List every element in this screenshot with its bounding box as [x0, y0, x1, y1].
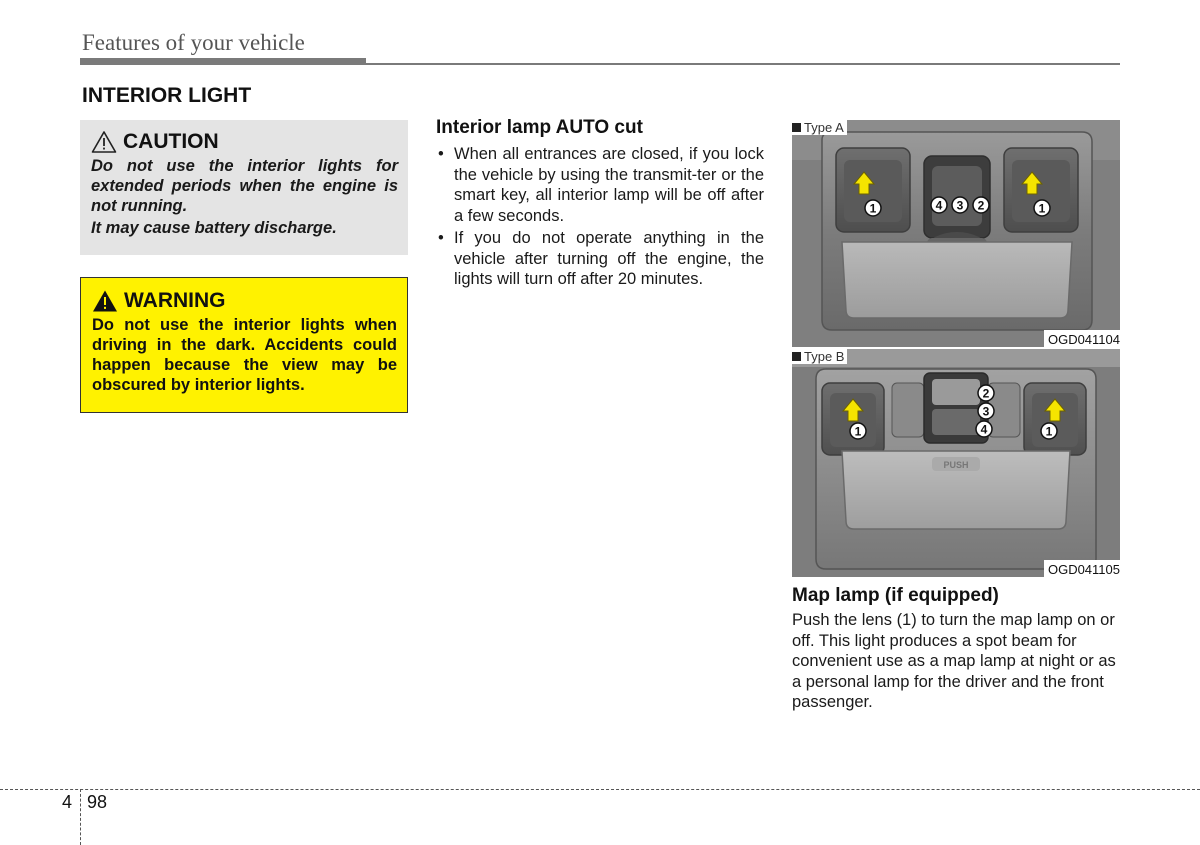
type-a-label-text: Type A [804, 120, 844, 135]
footer-divider-vertical [80, 789, 81, 845]
section-title: INTERIOR LIGHT [82, 84, 252, 107]
figure-type-b [792, 349, 1120, 577]
bullet-dot: • [438, 145, 444, 163]
list-item-text: When all entrances are closed, if you lock the vehicle by using the transmit-ter or the smart key, all interior lamp will be off after a few seconds. [454, 145, 764, 225]
push-text: PUSH [943, 460, 969, 470]
figure-type-a [792, 120, 1120, 347]
warning-box [80, 277, 408, 413]
overhead-console-type-a-image [792, 120, 1120, 347]
figure-code-b: OGD041105 [1044, 560, 1120, 577]
warning-triangle-icon [92, 289, 118, 313]
map-lamp-title: Map lamp (if equipped) [792, 585, 999, 606]
caution-header [91, 130, 398, 154]
page-number: 98 [87, 792, 108, 812]
warning-title: WARNING [124, 289, 226, 312]
type-a-label [792, 120, 847, 135]
list-item-text: If you do not operate anything in the vehicle after turning off the engine, the lights will turn off after 20 minutes. [454, 229, 764, 288]
caution-text-2: It may cause battery discharge. [91, 219, 337, 237]
marker-3-b: 3 [982, 404, 990, 419]
page-chapter: 4 [62, 792, 73, 812]
marker-2: 2 [977, 198, 985, 213]
warning-header [92, 289, 397, 313]
list-item [436, 144, 764, 226]
header-rule-thin [366, 63, 1120, 65]
marker-1-right-b: 1 [1045, 424, 1053, 439]
warning-text: Do not use the interior lights when driving in the dark. Accidents could happen because the view may be obscured by interior lights. [92, 316, 397, 394]
marker-2-b: 2 [982, 386, 990, 401]
caution-title: CAUTION [123, 130, 219, 153]
marker-1-right: 1 [1038, 201, 1046, 216]
marker-3: 3 [956, 198, 964, 213]
marker-1-left: 1 [869, 201, 877, 216]
footer-divider [0, 789, 1200, 790]
bullet-dot: • [438, 229, 444, 247]
type-b-label-text: Type B [804, 349, 845, 364]
square-bullet-icon [792, 123, 801, 132]
page-header-title: Features of your vehicle [82, 30, 305, 55]
auto-cut-title: Interior lamp AUTO cut [436, 117, 643, 138]
list-item [436, 228, 764, 290]
auto-cut-list [436, 144, 764, 290]
map-lamp-text: Push the lens (1) to turn the map lamp on or off. This light produces a spot beam for convenient use as a map lamp at night or as a personal lamp for the driver and the front passenger. [792, 611, 1116, 711]
type-b-label [792, 349, 847, 364]
header-rule-thick [80, 58, 366, 65]
marker-4-b: 4 [980, 422, 988, 437]
square-bullet-icon [792, 352, 801, 361]
marker-1-left-b: 1 [854, 424, 862, 439]
caution-text-1: Do not use the interior lights for extended periods when the engine is not running. [91, 157, 398, 215]
overhead-console-type-b-image [792, 349, 1120, 577]
marker-4: 4 [935, 198, 943, 213]
caution-triangle-icon [91, 130, 117, 154]
figure-code-a: OGD041104 [1044, 330, 1120, 347]
caution-box [80, 120, 408, 255]
